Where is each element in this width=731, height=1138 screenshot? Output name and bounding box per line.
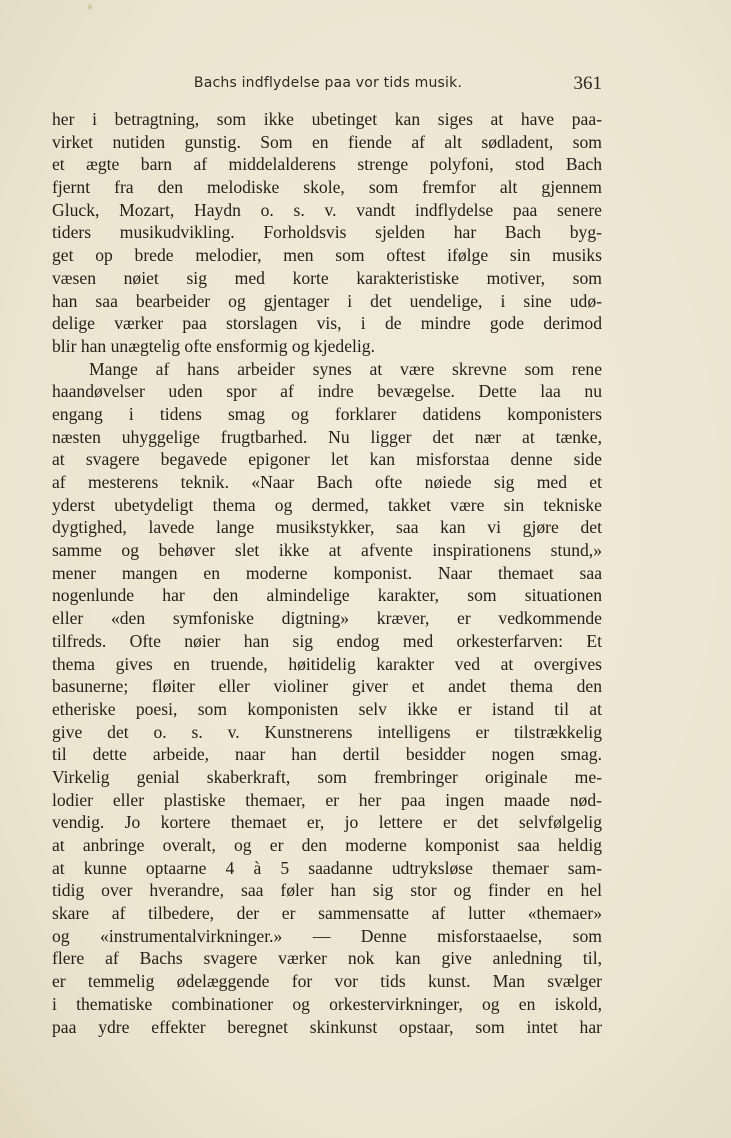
text-line: give det o. s. v. Kunstnerens intelligens er tilstrækkelig	[52, 721, 602, 742]
text-line: Gluck, Mozart, Haydn o. s. v. vandt indflydelse paa senere	[52, 199, 602, 220]
text-line: get op brede melodier, men som oftest ifølge sin musiks	[52, 245, 602, 266]
text-line: Virkelig genial skaberkraft, som frembringer originale me-	[52, 766, 602, 787]
text-line: et ægte barn af middelalderens strenge polyfoni, stod Bach	[52, 154, 602, 175]
text-line: mener mangen en moderne komponist. Naar themaet saa	[52, 562, 602, 583]
page-header	[54, 73, 602, 97]
text-line: tiders musikudvikling. Forholdsvis sjelden har Bach byg-	[52, 222, 602, 243]
text-line: at kunne optaarne 4 à 5 saadanne udtryksløse themaer sam-	[52, 857, 602, 878]
text-line: eller «den symfoniske digtning» kræver, er vedkommende	[52, 608, 602, 629]
text-line: at svagere begavede epigoner let kan misforstaa denne side	[52, 449, 602, 470]
text-line: i thematiske combinationer og orkestervirkninger, og en iskold,	[52, 993, 602, 1014]
text-line: lodier eller plastiske themaer, er her paa ingen maade nød-	[52, 789, 602, 810]
body-text	[52, 108, 602, 1038]
page-number: 361	[573, 73, 602, 94]
text-line: Mange af hans arbeider synes at være skrevne som rene	[89, 358, 602, 379]
text-line: er temmelig ødelæggende for vor tids kunst. Man svælger	[52, 971, 602, 992]
text-line: af mesterens teknik. «Naar Bach ofte nøiede sig med et	[52, 472, 602, 492]
text-line: tilfreds. Ofte nøier han sig endog med orkesterfarven: Et	[52, 630, 602, 651]
text-line: væsen nøiet sig med korte karakteristiske motiver, som	[52, 267, 602, 288]
text-line: delige værker paa storslagen vis, i de mindre gode derimod	[52, 313, 602, 334]
text-line: at anbringe overalt, og er den moderne komponist saa heldig	[52, 835, 602, 855]
text-line: samme og behøver slet ikke at afvente inspirationens stund,»	[52, 540, 602, 561]
text-line: engang i tidens smag og forklarer datidens komponisters	[52, 403, 602, 424]
text-line: haandøvelser uden spor af indre bevægelse. Dette laa nu	[52, 381, 602, 402]
text-line: tidig over hverandre, saa føler han sig stor og finder en hel	[52, 880, 602, 901]
text-line: her i betragtning, som ikke ubetinget kan siges at have paa-	[52, 109, 602, 129]
text-line: nogenlunde har den almindelige karakter, som situationen	[52, 585, 602, 606]
text-line: paa ydre effekter beregnet skinkunst opstaar, som intet har	[52, 1016, 602, 1037]
text-line: fjernt fra den melodiske skole, som fremfor alt gjennem	[52, 177, 602, 198]
text-line: og «instrumentalvirkninger.» — Denne misforstaaelse, som	[52, 925, 602, 946]
running-title: Bachs indflydelse paa vor tids musik.	[193, 75, 463, 91]
text-line: han saa bearbeider og gjentager i det uendelige, i sine udø-	[52, 290, 602, 311]
text-line: yderst ubetydeligt thema og dermed, takket være sin tekniske	[52, 494, 602, 515]
text-line: flere af Bachs svagere værker nok kan give anledning til,	[52, 948, 602, 969]
text-line: skare af tilbedere, der er sammensatte af lutter «themaer»	[52, 903, 602, 924]
text-line: virket nutiden gunstig. Som en fiende af alt sødladent, som	[52, 131, 602, 152]
paper-spot	[88, 4, 92, 10]
text-line: blir han unægtelig ofte ensformig og kjedelig.	[52, 335, 375, 356]
text-line: til dette arbeide, naar han dertil besidder nogen smag.	[52, 744, 602, 765]
text-line: dygtighed, lavede lange musikstykker, saa kan vi gjøre det	[52, 517, 602, 538]
text-line: etheriske poesi, som komponisten selv ikke er istand til at	[52, 698, 602, 719]
text-line: næsten uhyggelige frugtbarhed. Nu ligger det nær at tænke,	[52, 426, 602, 447]
text-line: thema gives en truende, høitidelig karakter ved at overgives	[52, 653, 602, 674]
text-line: vendig. Jo kortere themaet er, jo lettere er det selvfølgelig	[52, 812, 602, 833]
text-line: basunerne; fløiter eller violiner giver et andet thema den	[52, 676, 602, 697]
